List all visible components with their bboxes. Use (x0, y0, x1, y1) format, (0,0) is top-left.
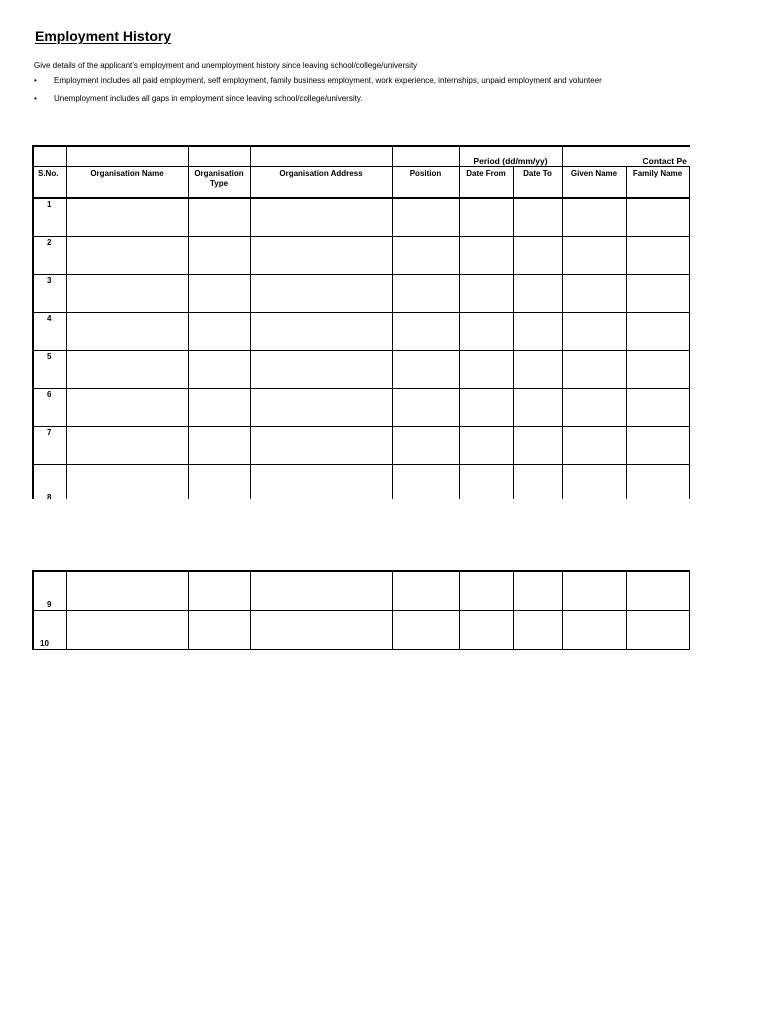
table-row (33, 389, 690, 427)
cell-family-name[interactable] (626, 389, 689, 427)
cell-family-name[interactable] (626, 313, 689, 351)
cell-given-name[interactable] (562, 465, 626, 500)
bullet-dot: • (34, 94, 37, 103)
cell-position[interactable] (392, 237, 459, 275)
cell-contact-extra[interactable] (689, 427, 690, 465)
cell-organisation-name[interactable] (66, 275, 188, 313)
cell-given-name[interactable] (562, 427, 626, 465)
cell-date-to[interactable] (513, 351, 562, 389)
cell-given-name[interactable] (562, 237, 626, 275)
cell-organisation-address[interactable] (250, 571, 392, 611)
col-header-sno: S.No. (33, 167, 66, 199)
cell-date-to[interactable] (513, 427, 562, 465)
contact-group-header: Contact Pe (562, 146, 690, 167)
cell-contact-extra[interactable] (689, 611, 690, 651)
cell-date-from[interactable] (459, 389, 513, 427)
row-number: 2 (33, 237, 66, 275)
col-header-organisation-name: Organisation Name (66, 167, 188, 199)
cell-organisation-name[interactable] (66, 389, 188, 427)
cell-organisation-type[interactable] (188, 389, 250, 427)
cell-organisation-address[interactable] (250, 611, 392, 651)
cell-contact-extra[interactable] (689, 275, 690, 313)
row-number: 3 (33, 275, 66, 313)
cell-organisation-name[interactable] (66, 198, 188, 237)
cell-date-to[interactable] (513, 389, 562, 427)
cell-date-from[interactable] (459, 571, 513, 611)
col-header-given-name: Given Name (562, 167, 626, 199)
cell-organisation-name[interactable] (66, 427, 188, 465)
cell-contact-extra[interactable] (689, 198, 690, 237)
cell-given-name[interactable] (562, 611, 626, 651)
cell-date-to[interactable] (513, 198, 562, 237)
cell-organisation-address[interactable] (250, 427, 392, 465)
cell-given-name[interactable] (562, 351, 626, 389)
cell-date-from[interactable] (459, 611, 513, 651)
cell-date-to[interactable] (513, 611, 562, 651)
cell-given-name[interactable] (562, 275, 626, 313)
cell-date-from[interactable] (459, 351, 513, 389)
cell-organisation-type[interactable] (188, 611, 250, 651)
cell-organisation-name[interactable] (66, 571, 188, 611)
cell-organisation-address[interactable] (250, 351, 392, 389)
cell-date-to[interactable] (513, 275, 562, 313)
cell-date-from[interactable] (459, 237, 513, 275)
cell-organisation-type[interactable] (188, 571, 250, 611)
cell-organisation-type[interactable] (188, 351, 250, 389)
table-row (33, 611, 690, 651)
cell-date-to[interactable] (513, 571, 562, 611)
table-header-row (33, 167, 690, 199)
bullet-employment-text: Employment includes all paid employment, self employment, family business employment, work experience, internships, unpaid employment and volunteer (54, 76, 602, 85)
cell-family-name[interactable] (626, 571, 689, 611)
cell-position[interactable] (392, 611, 459, 651)
cell-date-from[interactable] (459, 427, 513, 465)
cell-family-name[interactable] (626, 465, 689, 500)
cell-organisation-address[interactable] (250, 275, 392, 313)
cell-organisation-name[interactable] (66, 237, 188, 275)
bullet-employment (34, 76, 690, 85)
cell-position[interactable] (392, 313, 459, 351)
col-header-organisation-type: Organisation Type (188, 167, 250, 199)
cell-contact-extra[interactable] (689, 389, 690, 427)
employment-table-continued (32, 570, 690, 650)
cell-organisation-address[interactable] (250, 198, 392, 237)
table-row (33, 465, 690, 500)
cell-position[interactable] (392, 275, 459, 313)
col-header-position: Position (392, 167, 459, 199)
row-number: 8 (33, 465, 66, 500)
cell-contact-extra[interactable] (689, 571, 690, 611)
cell-date-from[interactable] (459, 198, 513, 237)
bullet-unemployment-text: Unemployment includes all gaps in employment since leaving school/college/university. (54, 94, 363, 103)
cell-position[interactable] (392, 571, 459, 611)
cell-family-name[interactable] (626, 611, 689, 651)
cell-organisation-type[interactable] (188, 198, 250, 237)
table-row (33, 198, 690, 237)
cell-organisation-address[interactable] (250, 465, 392, 500)
cell-date-from[interactable] (459, 465, 513, 500)
cell-date-from[interactable] (459, 313, 513, 351)
cell-date-to[interactable] (513, 237, 562, 275)
cell-position[interactable] (392, 465, 459, 500)
table-row (33, 351, 690, 389)
cell-given-name[interactable] (562, 313, 626, 351)
cell-organisation-name[interactable] (66, 313, 188, 351)
cell-contact-extra[interactable] (689, 237, 690, 275)
cell-date-to[interactable] (513, 465, 562, 500)
cell-organisation-type[interactable] (188, 313, 250, 351)
employment-table-page2 (32, 570, 690, 650)
cell-organisation-type[interactable] (188, 237, 250, 275)
employment-table-page1 (32, 145, 690, 499)
row-number: 4 (33, 313, 66, 351)
cell-contact-extra[interactable] (689, 465, 690, 500)
row-number: 6 (33, 389, 66, 427)
cell-family-name[interactable] (626, 237, 689, 275)
cell-date-to[interactable] (513, 313, 562, 351)
cell-position[interactable] (392, 427, 459, 465)
cell-organisation-address[interactable] (250, 389, 392, 427)
table-row (33, 427, 690, 465)
employment-table (32, 145, 690, 499)
row-number: 5 (33, 351, 66, 389)
cell-contact-extra[interactable] (689, 313, 690, 351)
row-number: 1 (33, 198, 66, 237)
cell-given-name[interactable] (562, 571, 626, 611)
cell-family-name[interactable] (626, 351, 689, 389)
intro-text: Give details of the applicant’s employment and unemployment history since leaving school/college/university (34, 61, 418, 70)
table-row (33, 275, 690, 313)
row-number: 9 (33, 571, 66, 611)
col-header-family-name: Family Name (626, 167, 689, 199)
cell-organisation-name[interactable] (66, 351, 188, 389)
cell-position[interactable] (392, 351, 459, 389)
cell-family-name[interactable] (626, 427, 689, 465)
table-group-header-row (33, 146, 690, 167)
page-title: Employment History (35, 28, 172, 44)
col-header-date-from: Date From (459, 167, 513, 199)
period-group-header: Period (dd/mm/yy) (459, 146, 562, 167)
cell-position[interactable] (392, 198, 459, 237)
cell-organisation-name[interactable] (66, 611, 188, 651)
col-header-organisation-address: Organisation Address (250, 167, 392, 199)
bullet-dot: • (34, 76, 37, 85)
cell-organisation-type[interactable] (188, 427, 250, 465)
cell-family-name[interactable] (626, 198, 689, 237)
cell-organisation-address[interactable] (250, 313, 392, 351)
bullet-unemployment (34, 94, 690, 103)
cell-given-name[interactable] (562, 389, 626, 427)
cell-given-name[interactable] (562, 198, 626, 237)
cell-organisation-type[interactable] (188, 465, 250, 500)
table-row (33, 313, 690, 351)
cell-position[interactable] (392, 389, 459, 427)
table-row (33, 237, 690, 275)
row-number: 7 (33, 427, 66, 465)
table-row (33, 571, 690, 611)
cell-organisation-address[interactable] (250, 237, 392, 275)
cell-date-from[interactable] (459, 275, 513, 313)
cell-family-name[interactable] (626, 275, 689, 313)
cell-contact-extra[interactable] (689, 351, 690, 389)
col-header-date-to: Date To (513, 167, 562, 199)
row-number: 10 (33, 611, 66, 651)
cell-organisation-type[interactable] (188, 275, 250, 313)
cell-organisation-name[interactable] (66, 465, 188, 500)
